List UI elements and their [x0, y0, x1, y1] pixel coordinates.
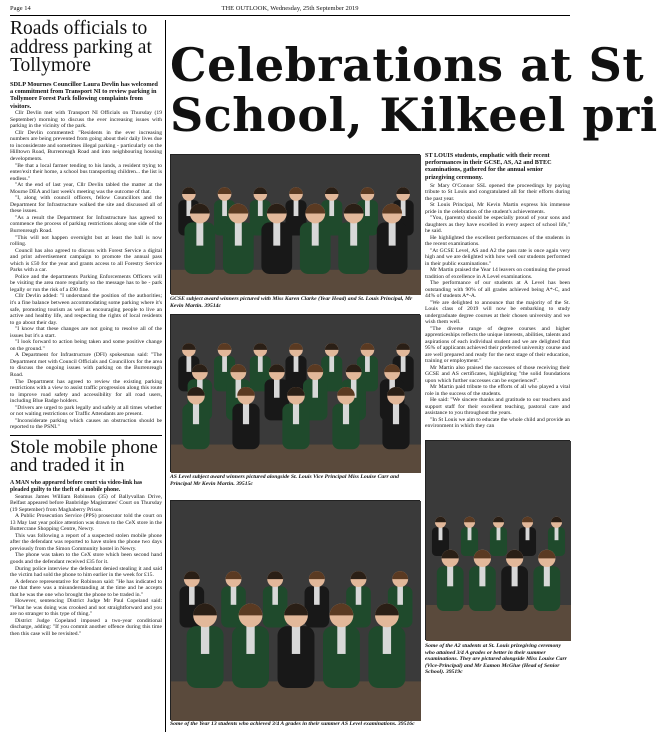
- paragraph: The Department has agreed to review the existing parking restrictions with a view to assist traffic progression along this route to improve road safety and accessibility for all road users, including Blue Badge holders.: [10, 378, 162, 405]
- paragraph: Mr Martin also praised the successes of those receiving their GCSE and AS certificates, highlighting "the solid foundations upon which further successes can be experienced".: [425, 364, 570, 384]
- page-number: Page 14: [10, 5, 31, 12]
- caption-as-level-winners: AS Level subject award winners pictured alongside St. Louis Vice Principal Miss Louise Carr and Principal Mr Kevin Martin. 39515c: [170, 474, 399, 487]
- main-story-body: [425, 183, 570, 430]
- main-headline-line-2: School, Kilkeel pri: [170, 88, 658, 142]
- paragraph: A defence representative for Robinson said: "He has indicated to me that there was a misunderstanding at the time and he accepts that he was the one who brought the phone to be traded in.": [10, 578, 162, 598]
- paragraph: He said: "We sincere thanks and gratitude to our teachers and support staff for their excellent teaching, pastoral care and assistance to you throughout the years.: [425, 397, 570, 417]
- paragraph: Cllr Devlin commented: "Residents in the ever increasing numbers are being prevented from going about their daily lives due to inconsiderate and sometimes illegal parking - particularly on the Hilltown Road, Burrenreagh Road and into neighbouring housing developments.: [10, 129, 162, 162]
- caption-gcse-winners: GCSE subject award winners pictured with Miss Karen Clarke (Year Head) and St. Louis Principal, Mr Kevin Martin. 39514c: [170, 296, 413, 309]
- paragraph: This was following a report of a suspected stolen mobile phone after the defendant was reported to have stolen the phone two days previously from the Simon Community hostel in Newry.: [10, 532, 162, 552]
- group-photo-image: [426, 441, 571, 641]
- paragraph: "You, (parents) should be especially proud of your sons and daughters as they have excelled in every aspect of school life," he said.: [425, 215, 570, 235]
- parking-body: [10, 110, 162, 431]
- paragraph: St Louis Principal, Mr Kevin Martin express his immense pride in the celebration of the student's achievements.: [425, 202, 570, 215]
- paragraph: "I look forward to action being taken and some positive change on the ground.": [10, 339, 162, 352]
- paragraph: "Be that a local farmer tending to his lands, a resident trying to enter/exit their home, a school bus transporting children... the list is endless.": [10, 162, 162, 182]
- left-column: [10, 20, 162, 732]
- phone-body: [10, 494, 162, 638]
- page-header: [10, 4, 570, 16]
- main-story-text: [425, 152, 570, 437]
- paragraph: A Department for Infrastructure (DFI) spokesman said: "The Department met with Council Officials and Councillors for the area to discuss the ongoing issues with parking on the Burrenreagh Road.: [10, 352, 162, 378]
- paragraph: Sr Mary O'Connor SSL opened the proceedings by paying tribute to St Louis and congratulated all for their efforts during the past year.: [425, 182, 570, 202]
- paragraph: "I, along with council officers, fellow Councillors and the Department for Infrastructure walked the site and discussed all of these issues.: [10, 195, 162, 215]
- masthead: THE OUTLOOK, Wednesday, 25th September 2019: [221, 5, 359, 12]
- paragraph: During police interview the defendant denied stealing it and said the victim had sold the phone to him earlier in the week for £15.: [10, 565, 162, 579]
- paragraph: Police and the departments Parking Enforcements Officers will be visiting the area more regularly so the message has to be - park legally or run the risk of a £90 fine.: [10, 273, 162, 293]
- column-divider: [165, 20, 166, 732]
- paragraph: "This will not happen overnight but at least the ball is now rolling.: [10, 234, 162, 248]
- paragraph: Mr Martin praised the Year 14 leavers on continuing the proud tradition of excellence in A Level examinations.: [425, 267, 570, 280]
- parking-headline: Roads officials to address parking at Tollymore: [10, 18, 152, 76]
- paragraph: Cllr Devlin added: "I understand the position of the authorities; it's a fine balance between accommodating some parking where it's safe, promoting tourism as well as encouraging people to live an active and healthy life, and respecting the rights of local residents to go about their day.: [10, 293, 162, 326]
- paragraph: Mr Martin paid tribute to the efforts of all who played a vital role in the success of the students.: [425, 384, 570, 397]
- paragraph: "We are delighted to announce that the majority of the St. Louis class of 2019 will now be embarking to study undergraduate degree courses at their chosen university and we wish them well.: [425, 299, 570, 326]
- paragraph: "Inconsiderate parking which causes an obstruction should be reported to the PSNI.": [10, 417, 162, 431]
- group-photo-image: [171, 155, 421, 295]
- story-divider: [10, 435, 162, 436]
- photo-year13-students: [170, 500, 420, 720]
- paragraph: "As a result the Department for Infrastructure has agreed to commence the process of parking restrictions along one side of the Burrenreagh Road.: [10, 214, 162, 234]
- main-headline: [170, 38, 658, 152]
- group-photo-image: [171, 315, 421, 473]
- group-photo-image: [171, 501, 421, 721]
- photo-as-level-winners: [170, 314, 420, 472]
- paragraph: Cllr Devlin met with Transport NI Officials on Thursday (19 September) morning to discuss the ever increasing issues with parking in the vicinity of the park.: [10, 110, 162, 130]
- photo-gcse-winners: [170, 154, 420, 294]
- phone-standfirst: A MAN who appeared before court via video-link has pleaded guilty to the theft of a mobile phone.: [10, 479, 143, 493]
- paragraph: The phone was taken to the CeX store which been second hand goods and the defendant received £35 for it.: [10, 552, 162, 565]
- paragraph: Council has also agreed to discuss with Forest Service a digital and print advertisement campaign to promote the annual pass which is £50 for the year and grants access to all Forestry Service Parks with a car.: [10, 247, 162, 274]
- paragraph: Seamus James William Robinson (35) of Ballyvallan Drive, Belfast appeared before Banbridge Magistrates' Court on Thursday (19 September) from Maghaberry Prison.: [10, 493, 162, 513]
- paragraph: "In St Louis we aim to educate the whole child and provide an environment in which they can: [425, 416, 570, 430]
- paragraph: "Drivers are urged to park legally and safely at all times whether or not waiting restrictions or Traffic Attendants are present.: [10, 404, 162, 418]
- paragraph: However, sentencing District Judge Mr Paul Copeland said: "What he was doing was crooked and not straightforward and you are no stranger to this type of thing.": [10, 598, 162, 618]
- photo-a2-students: [425, 440, 570, 640]
- paragraph: A Public Prosecution Service (PPS) prosecutor told the court on 13 May last year police attention was drawn to the CeX store in the Buttercrane Shopping Centre, Newry.: [10, 513, 162, 533]
- paragraph: "The diverse range of degree courses and higher apprenticeships reflects the unique interests, abilities, talents and aspirations of each individual student and we are delighted that 95% of applicants achieved their preferred university course and are well prepared and ready for the next stage of their education, training or employment.": [425, 325, 570, 365]
- paragraph: The performance of our students at A Level has been outstanding with 90% of all grades achieved being A*-C, and 44% of students A*-A.: [425, 280, 570, 300]
- caption-a2-students: Some of the A2 students at St. Louis prizegiving ceremony who attained 3/4 A grades or better in their summer examinations. They are pictured alongside Miss Louise Carr (Vice-Principal) and Mr Eamon McGlue (Head of Senior School). 39519c: [425, 643, 567, 676]
- phone-headline: Stole mobile phone and traded it in: [10, 436, 158, 477]
- paragraph: He highlighted the excellent performances of the students in the recent examinations.: [425, 234, 570, 248]
- paragraph: "At the end of last year, Cllr Devlin tabled the matter at the Mourne DEA and last week's meeting was the outcome of that.: [10, 182, 162, 195]
- caption-year13-students: Some of the Year 13 students who achieved 3/4 A grades in their summer AS Level examinations. 39516c: [170, 721, 415, 727]
- paragraph: District Judge Copeland imposed a two-year conditional discharge, adding: "If you commit another offence during this time then this case will be revisited.": [10, 617, 162, 637]
- main-story-lead: ST LOUIS students, emphatic with their recent performances in their GCSE, AS, A2 and BTEC examinations, gathered for the annual senior prizegiving ceremony.: [425, 152, 552, 181]
- parking-standfirst: SDLP Mournes Councillor Laura Devlin has welcomed a commitment from Transport NI to review parking in Tollymore Forest Park following complaints from visitors.: [10, 80, 158, 110]
- paragraph: "I know that these changes are not going to resolve all of the issues but it's a start.: [10, 326, 162, 339]
- main-headline-line-1: Celebrations at St: [170, 38, 645, 92]
- paragraph: "At GCSE Level, AS and A2 the pass rate is once again very high and we are delighted with how well our students performed in their public examinations.": [425, 247, 570, 267]
